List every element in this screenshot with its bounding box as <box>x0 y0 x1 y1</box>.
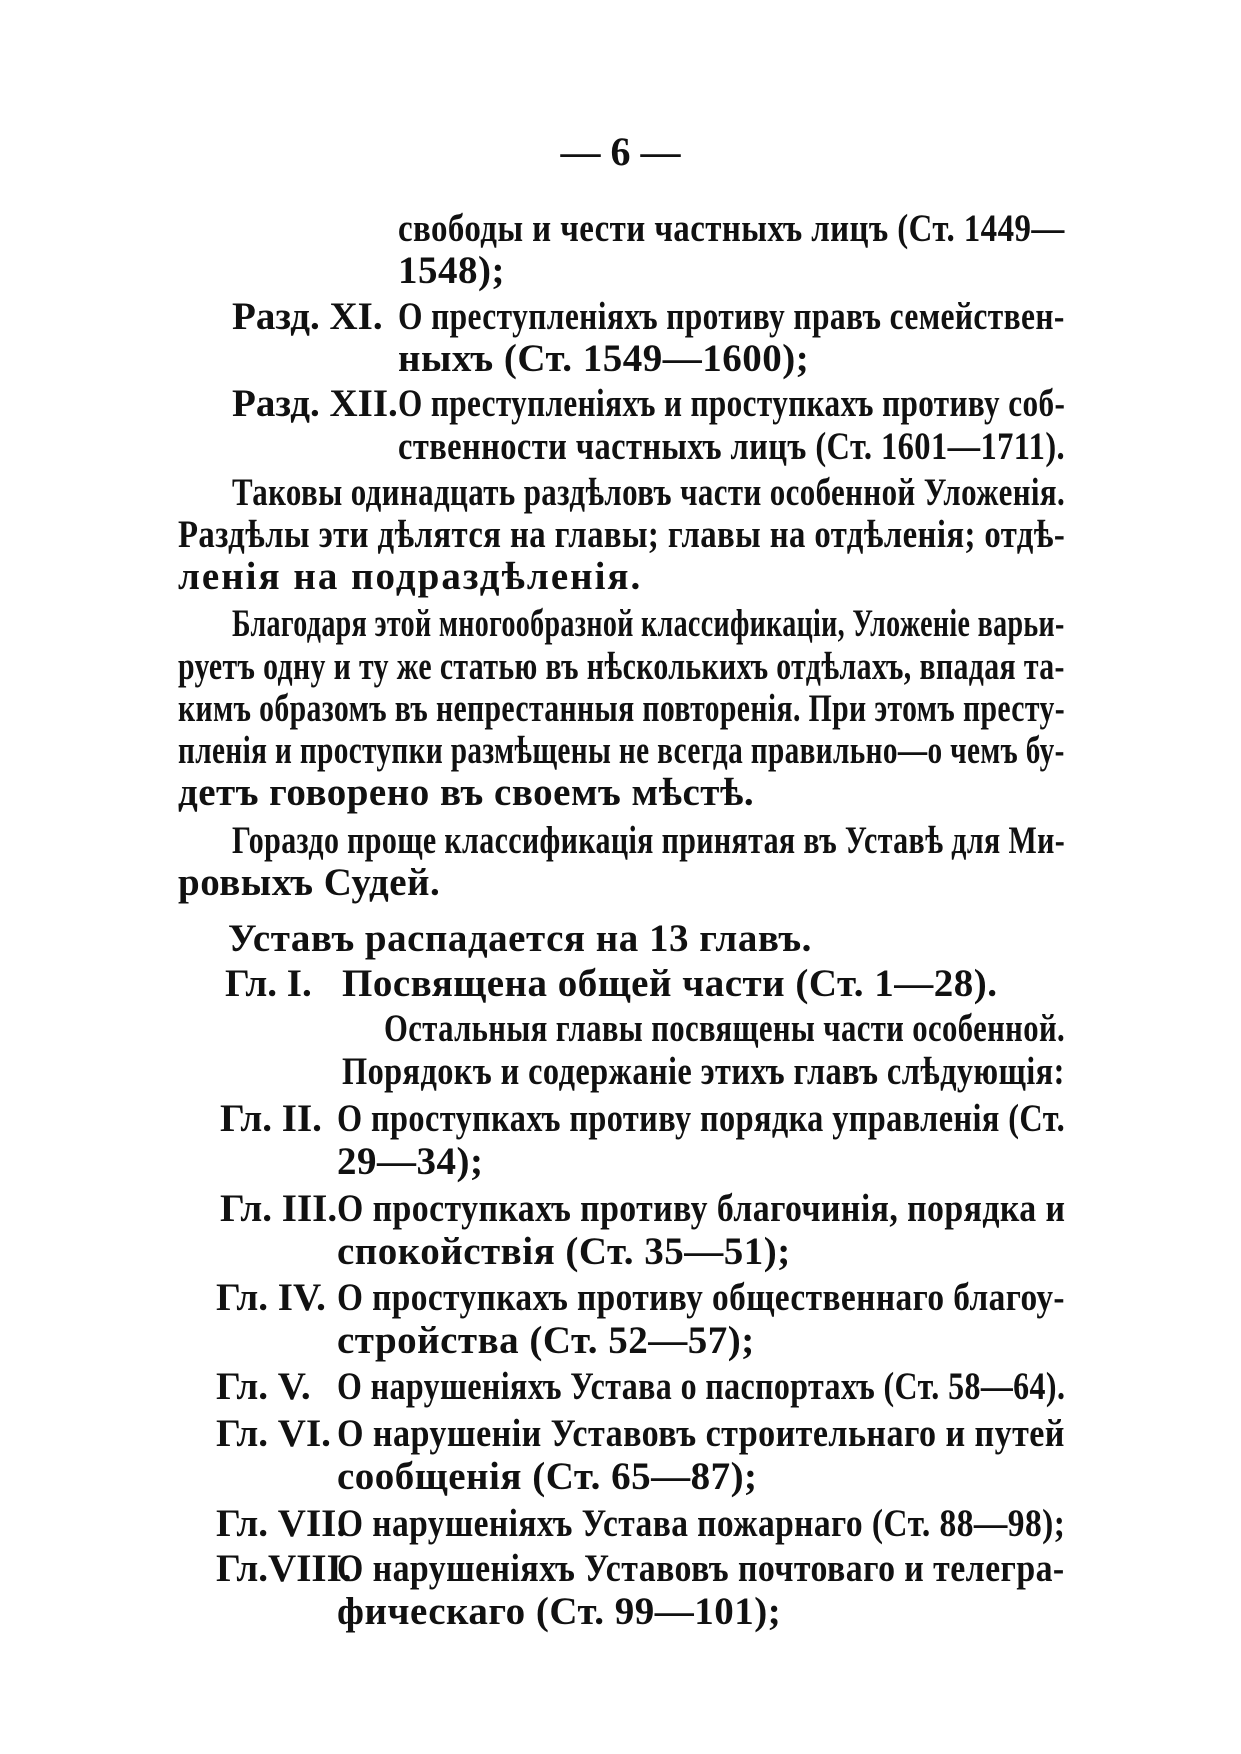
gl2-label: Гл. II. <box>220 1097 322 1140</box>
razd-cont-line1: свободы и чести частныхъ лицъ (Ст. 1449— <box>398 207 1065 250</box>
razd-xii-line2: ственности частныхъ лицъ (Ст. 1601—1711). <box>398 425 1066 468</box>
note-line2: Порядокъ и содержаніе этихъ главъ слѣдующія: <box>342 1050 1065 1093</box>
gl1-line1: Посвящена общей части (Ст. 1—28). <box>342 962 998 1005</box>
gl4-line2: стройства (Ст. 52—57); <box>337 1319 755 1362</box>
gl4-line1: О проступкахъ противу общественнаго благоу- <box>337 1276 1065 1319</box>
para1-line3: ленія на подраздѣленія. <box>178 555 643 598</box>
gl1-label: Гл. I. <box>225 962 312 1005</box>
gl6-line2: сообщенія (Ст. 65—87); <box>337 1455 758 1498</box>
gl3-line1: О проступкахъ противу благочинія, порядка и <box>337 1187 1066 1230</box>
page-number: — 6 — <box>560 129 681 174</box>
para1-line2: Раздѣлы эти дѣлятся на главы; главы на отдѣленія; отдѣ- <box>178 513 1066 556</box>
razd-xi-line2: ныхъ (Ст. 1549—1600); <box>398 337 810 380</box>
para3-line1: Гораздо проще классификація принятая въ Уставѣ для Ми- <box>232 819 1066 862</box>
para2-line1: Благодаря этой многообразной классификаціи, Уложеніе варьи- <box>232 602 1065 645</box>
para2-line4: пленія и проступки размѣщены не всегда правильно—о чемъ бу- <box>178 729 1065 772</box>
razd-xi-label: Разд. XI. <box>232 295 383 338</box>
gl6-label: Гл. VI. <box>216 1412 331 1455</box>
para2-line5: детъ говорено въ своемъ мѣстѣ. <box>178 771 755 814</box>
gl2-line1: О проступкахъ противу порядка управленія (Ст. <box>337 1097 1066 1140</box>
para3-line2: ровыхъ Судей. <box>178 861 441 904</box>
gl8-label: Гл.VIII. <box>216 1547 352 1590</box>
gl3-line2: спокойствія (Ст. 35—51); <box>337 1230 791 1273</box>
gl4-label: Гл. IV. <box>216 1276 326 1319</box>
gl7-line1: О нарушеніяхъ Устава пожарнаго (Ст. 88—98); <box>337 1502 1066 1545</box>
gl2-line2: 29—34); <box>337 1140 484 1183</box>
razd-cont-line2: 1548); <box>398 249 505 292</box>
gl3-label: Гл. III. <box>220 1187 338 1230</box>
gl7-label: Гл. VII. <box>216 1502 347 1545</box>
gl8-line2: фическаго (Ст. 99—101); <box>337 1590 782 1633</box>
note-line1: Остальныя главы посвящены части особенной. <box>384 1007 1066 1050</box>
gl8-line1: О нарушеніяхъ Уставовъ почтоваго и телегра- <box>337 1547 1065 1590</box>
ustav-intro: Уставъ распадается на 13 главъ. <box>228 917 812 960</box>
para2-line2: руетъ одну и ту же статью въ нѣсколькихъ отдѣлахъ, впадая та- <box>178 645 1065 688</box>
gl5-label: Гл. V. <box>216 1365 311 1408</box>
gl5-line1: О нарушеніяхъ Устава о паспортахъ (Ст. 58—64). <box>337 1365 1066 1408</box>
gl6-line1: О нарушеніи Уставовъ строительнаго и путей <box>337 1412 1065 1455</box>
para1-line1: Таковы одинадцать раздѣловъ части особенной Уложенія. <box>232 471 1066 514</box>
razd-xi-line1: О преступленіяхъ противу правъ семействен- <box>398 295 1065 338</box>
razd-xii-line1: О преступленіяхъ и проступкахъ противу соб- <box>398 382 1066 425</box>
para2-line3: кимъ образомъ въ непрестанныя повторенія. При этомъ престу- <box>178 687 1065 730</box>
razd-xii-label: Разд. XII. <box>232 382 398 425</box>
